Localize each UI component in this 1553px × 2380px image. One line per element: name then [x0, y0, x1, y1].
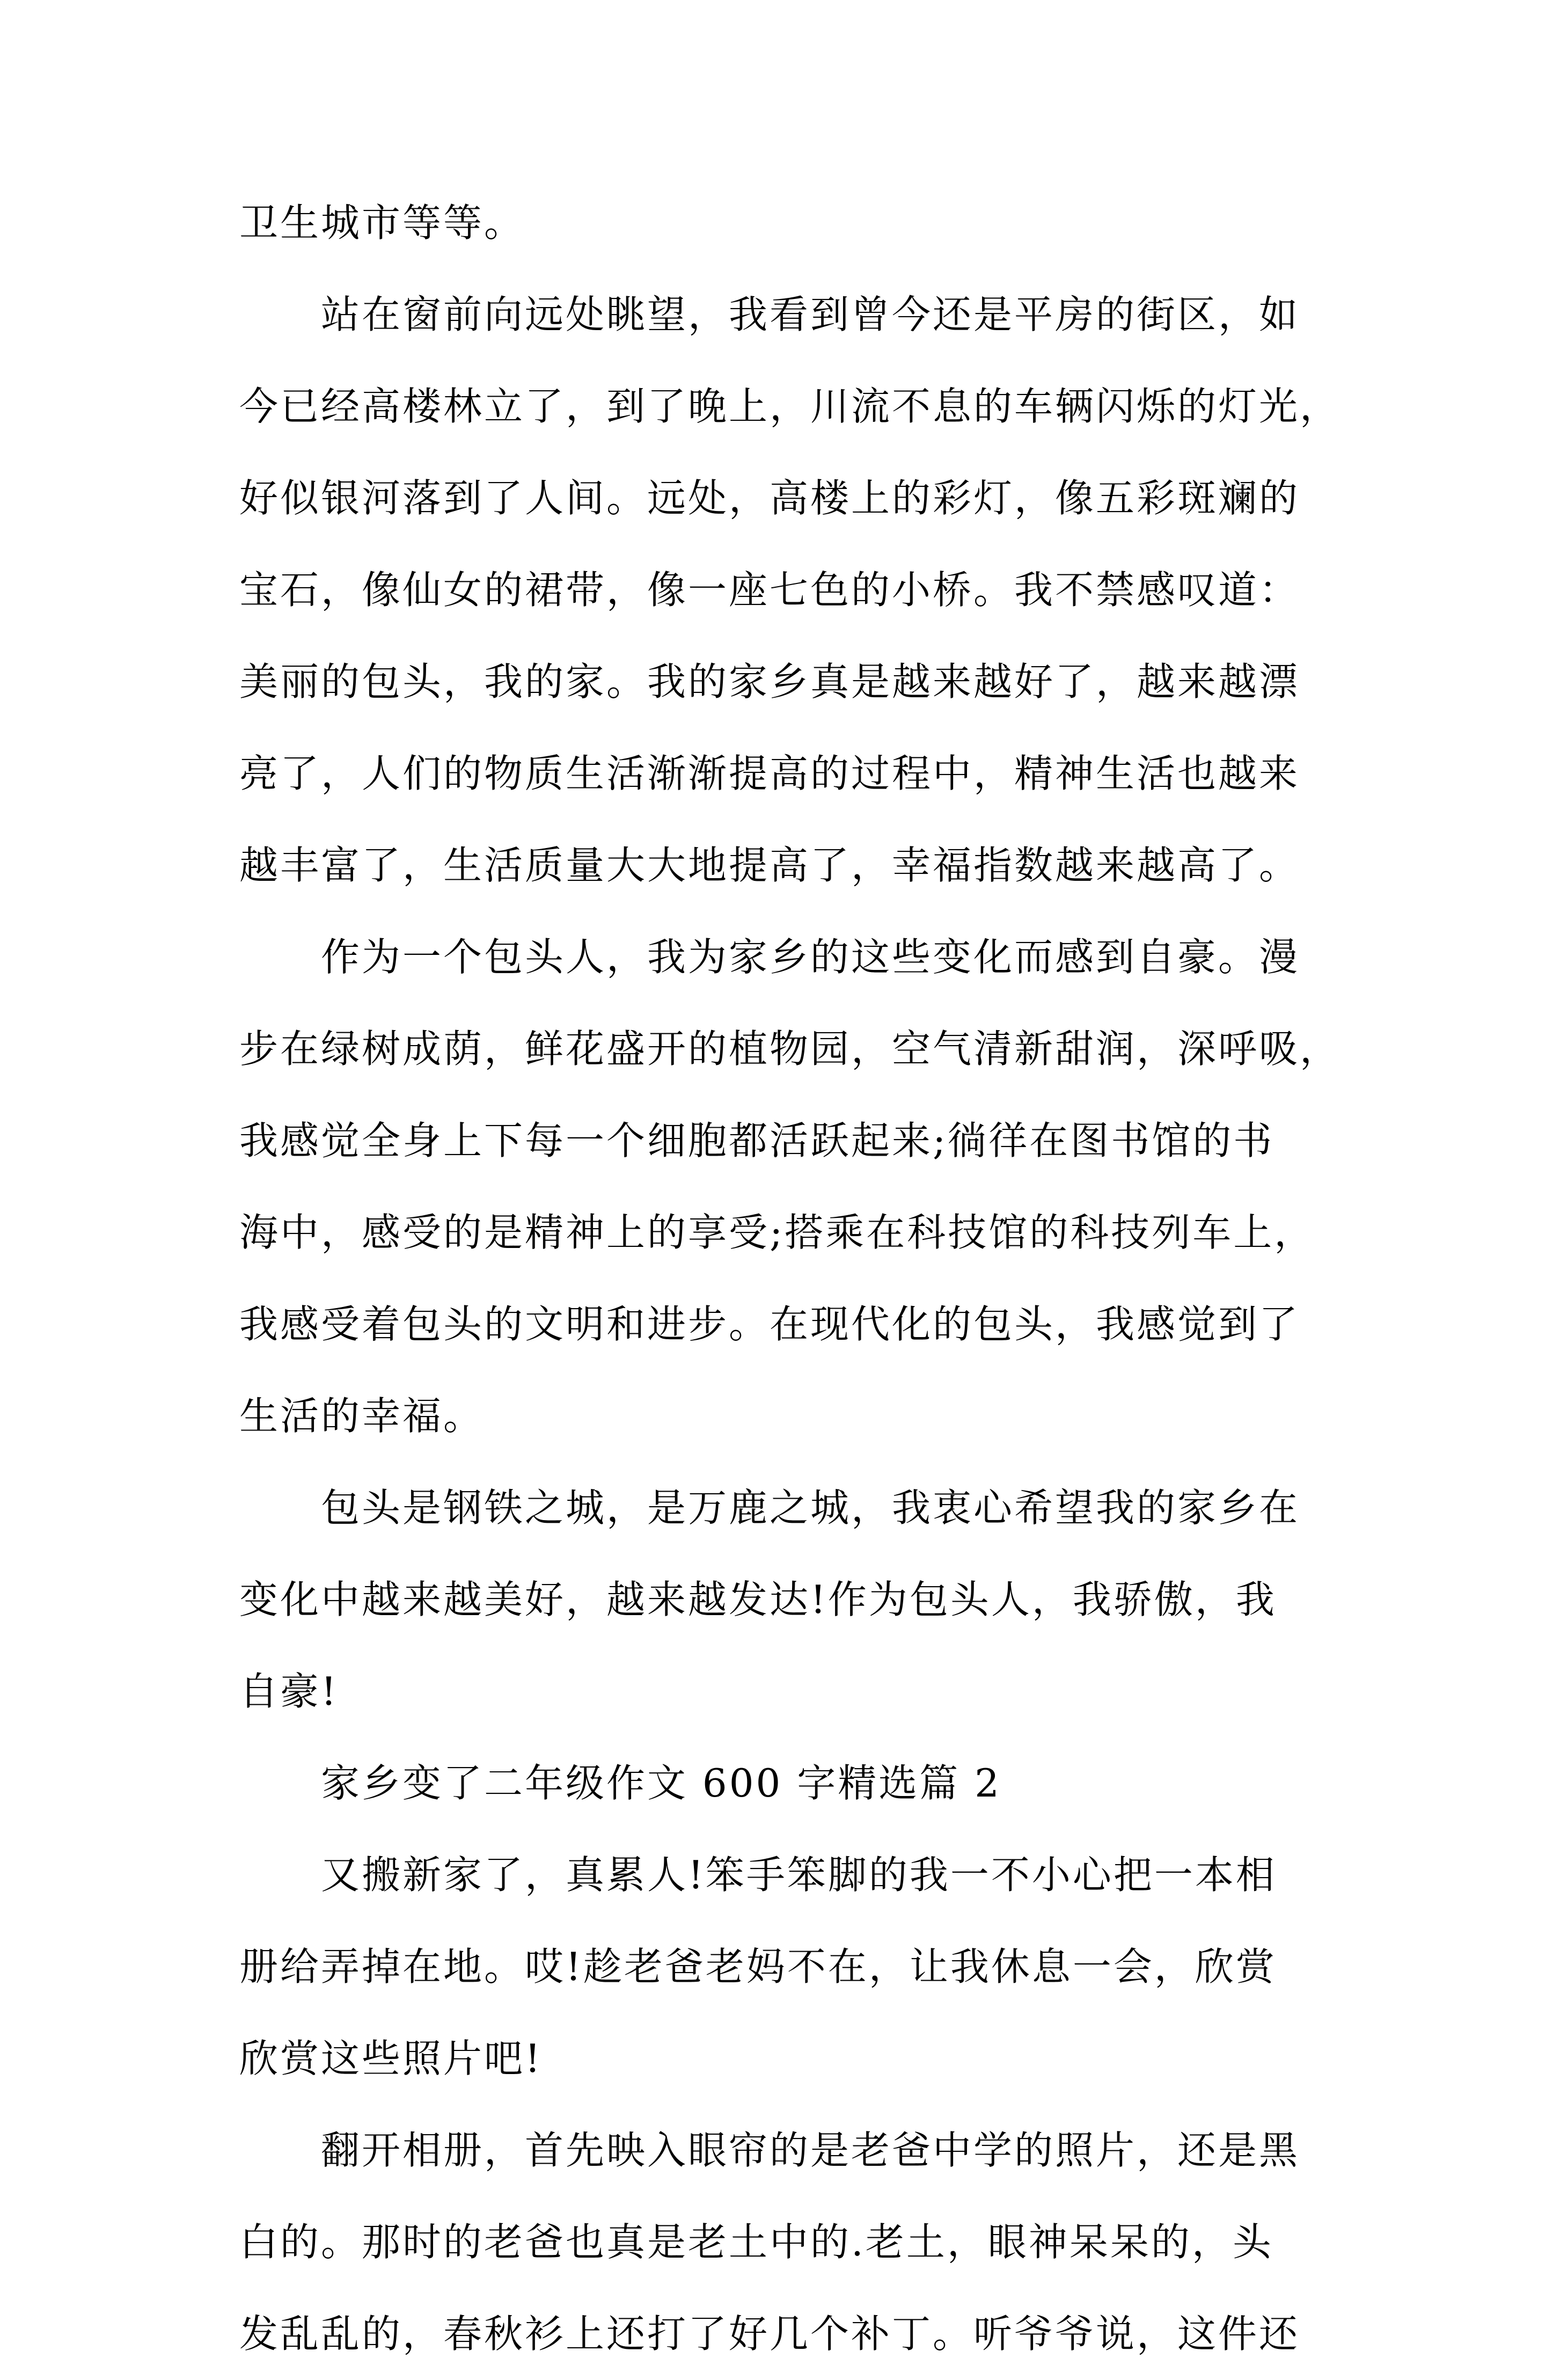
text-line: 自豪!: [239, 1669, 339, 1714]
text-line: 欣赏这些照片吧!: [239, 2036, 543, 2081]
text-line: 我感受着包头的文明和进步。在现代化的包头，我感觉到了: [239, 1302, 1300, 1347]
paragraph-start-line: 作为一个包头人，我为家乡的这些变化而感到自豪。漫: [321, 935, 1300, 980]
text-line: 卫生城市等等。: [239, 200, 525, 245]
text-line: 今已经高楼林立了，到了晚上，川流不息的车辆闪烁的灯光，: [239, 384, 1341, 429]
text-line: 步在绿树成荫，鲜花盛开的植物园，空气清新甜润，深呼吸，: [239, 1026, 1341, 1071]
section-heading: 家乡变了二年级作文 600 字精选篇 2: [321, 1761, 1001, 1806]
paragraph-start-line: 站在窗前向远处眺望，我看到曾今还是平房的街区，如: [321, 292, 1300, 337]
text-line: 发乱乱的，春秋衫上还打了好几个补丁。听爷爷说，这件还: [239, 2311, 1300, 2356]
text-line: 册给弄掉在地。哎!趁老爸老妈不在，让我休息一会，欣赏: [239, 1944, 1277, 1989]
text-line: 变化中越来越美好，越来越发达!作为包头人，我骄傲，我: [239, 1577, 1277, 1622]
text-line: 白的。那时的老爸也真是老土中的.老土，眼神呆呆的，头: [239, 2220, 1273, 2265]
document-page: [239, 177, 1339, 2380]
paragraph-start-line: 又搬新家了，真累人!笨手笨脚的我一不小心把一本相: [321, 1852, 1277, 1897]
text-line: 生活的幸福。: [239, 1393, 485, 1439]
paragraph-start-line: 包头是钢铁之城，是万鹿之城，我衷心希望我的家乡在: [321, 1485, 1300, 1530]
text-line: 越丰富了，生活质量大大地提高了，幸福指数越来越高了。: [239, 843, 1300, 888]
text-line: 美丽的包头，我的家。我的家乡真是越来越好了，越来越漂: [239, 659, 1300, 704]
text-line: 宝石，像仙女的裙带，像一座七色的小桥。我不禁感叹道：: [239, 567, 1300, 612]
text-line: 亮了，人们的物质生活渐渐提高的过程中，精神生活也越来: [239, 751, 1300, 796]
text-line: 好似银河落到了人间。远处，高楼上的彩灯，像五彩斑斓的: [239, 476, 1300, 521]
text-line: 海中，感受的是精神上的享受;搭乘在科技馆的科技列车上，: [239, 1210, 1315, 1255]
text-line: 我感觉全身上下每一个细胞都活跃起来;徜徉在图书馆的书: [239, 1118, 1274, 1163]
paragraph-start-line: 翻开相册，首先映入眼帘的是老爸中学的照片，还是黑: [321, 2128, 1300, 2173]
